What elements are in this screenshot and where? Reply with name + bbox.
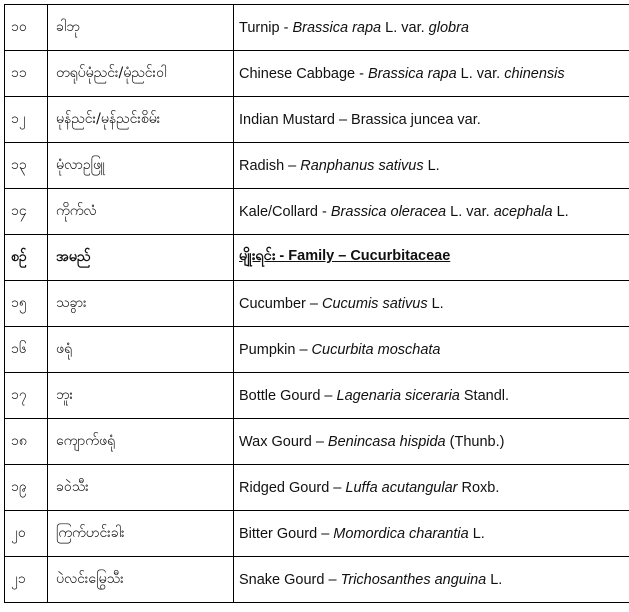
myanmar-name: ခဝဲသီး [48,465,234,511]
english-scientific-name [234,189,629,235]
name-text-part: Kale/Collard - [239,203,331,220]
name-text-part: L. var. [456,65,505,82]
row-number: ၂၀ [5,511,48,557]
name-text-part: Ridged Gourd – [239,479,346,496]
scientific-name-part: Cucumis sativus [322,295,428,312]
name-text-part: Turnip - [239,19,293,36]
scientific-name-part: acephala [493,203,553,220]
name-text-part: Pumpkin – [239,341,312,358]
english-scientific-name [234,143,629,189]
scientific-name-part: Brassica rapa [292,19,382,36]
name-text-part: Radish – [239,157,301,174]
row-number: ၁၃ [5,143,48,189]
myanmar-name: ဘူး [48,373,234,419]
table-row [5,189,629,235]
english-scientific-name [234,557,629,603]
english-scientific-name [234,281,629,327]
table-row [5,511,629,557]
scientific-name-part: Ranphanus sativus [300,157,424,174]
english-scientific-name [234,465,629,511]
name-text-part: မျိုးရင်း - Family – Cucurbitaceae [239,248,451,264]
table-row [5,465,629,511]
myanmar-name: တရုပ်မုံညင်း/မုံညင်းဝါ [48,51,234,97]
name-text-part: Bottle Gourd – [239,387,337,404]
name-text-part: L. var. [446,203,494,220]
scientific-name-part: Brassica oleracea [330,203,447,220]
name-text-part: L. [423,157,440,174]
myanmar-name: ခါဘု [48,5,234,51]
row-number: ၁၇ [5,373,48,419]
scientific-name-part: Cucurbita moschata [311,341,441,358]
scientific-name-part: Benincasa hispida [327,433,446,450]
table-row [5,327,629,373]
row-number: ၁၅ [5,281,48,327]
name-text-part: Snake Gourd – [239,571,341,588]
name-text-part: L. [486,571,503,588]
scientific-name-part: Brassica rapa [367,65,457,82]
scientific-name-part: Lagenaria siceraria [336,387,460,404]
myanmar-name: သခွား [48,281,234,327]
table-row [5,5,629,51]
row-number: ၁၉ [5,465,48,511]
english-scientific-name [234,419,629,465]
row-number: ၁၂ [5,97,48,143]
name-text-part: L. var. [381,19,429,36]
row-number: ၁၄ [5,189,48,235]
table-row [5,281,629,327]
table-row [5,373,629,419]
name-text-part: L. [427,295,444,312]
english-scientific-name [234,51,629,97]
family-name [234,235,629,281]
myanmar-name: ကိုက်လံ [48,189,234,235]
scientific-name-part: globra [428,19,469,36]
row-number: စဉ် [5,235,48,281]
myanmar-name: ကျောက်ဖရုံ [48,419,234,465]
myanmar-name: ပဲလင်းမြွေသီး [48,557,234,603]
row-number: ၁၀ [5,5,48,51]
name-text-part: Standl. [459,387,510,404]
english-scientific-name [234,5,629,51]
scientific-name-part: Luffa acutangular [345,479,458,496]
table-row [5,143,629,189]
english-scientific-name [234,97,629,143]
name-text-part: L. [468,525,485,542]
english-scientific-name [234,511,629,557]
myanmar-name: မုန်ညင်း/မုန်ညင်းစိမ်း [48,97,234,143]
name-text-part: Bitter Gourd – [239,525,334,542]
section-header-row [5,235,629,281]
name-text-part: Chinese Cabbage - [239,65,368,82]
english-scientific-name [234,327,629,373]
myanmar-name: မုံလာဥဖြူ [48,143,234,189]
scientific-name-part: Momordica charantia [333,525,469,542]
row-number: ၁၈ [5,419,48,465]
table-row [5,97,629,143]
english-scientific-name [234,373,629,419]
name-text-part: Wax Gourd – [239,433,328,450]
table-row [5,557,629,603]
table-row [5,51,629,97]
vegetable-table [4,4,629,603]
row-number: ၂၁ [5,557,48,603]
row-number: ၁၁ [5,51,48,97]
myanmar-name: အမည် [48,235,234,281]
table-row [5,419,629,465]
scientific-name-part: chinensis [504,65,565,82]
name-text-part: Roxb. [457,479,500,496]
name-text-part: Indian Mustard – Brassica juncea var. [239,111,481,128]
name-text-part: Cucumber – [239,295,323,312]
name-text-part: L. [552,203,569,220]
row-number: ၁၆ [5,327,48,373]
table-body [5,5,629,603]
myanmar-name: ဖရုံ [48,327,234,373]
name-text-part: (Thunb.) [445,433,505,450]
scientific-name-part: Trichosanthes anguina [340,571,487,588]
myanmar-name: ကြက်ဟင်းခါး [48,511,234,557]
